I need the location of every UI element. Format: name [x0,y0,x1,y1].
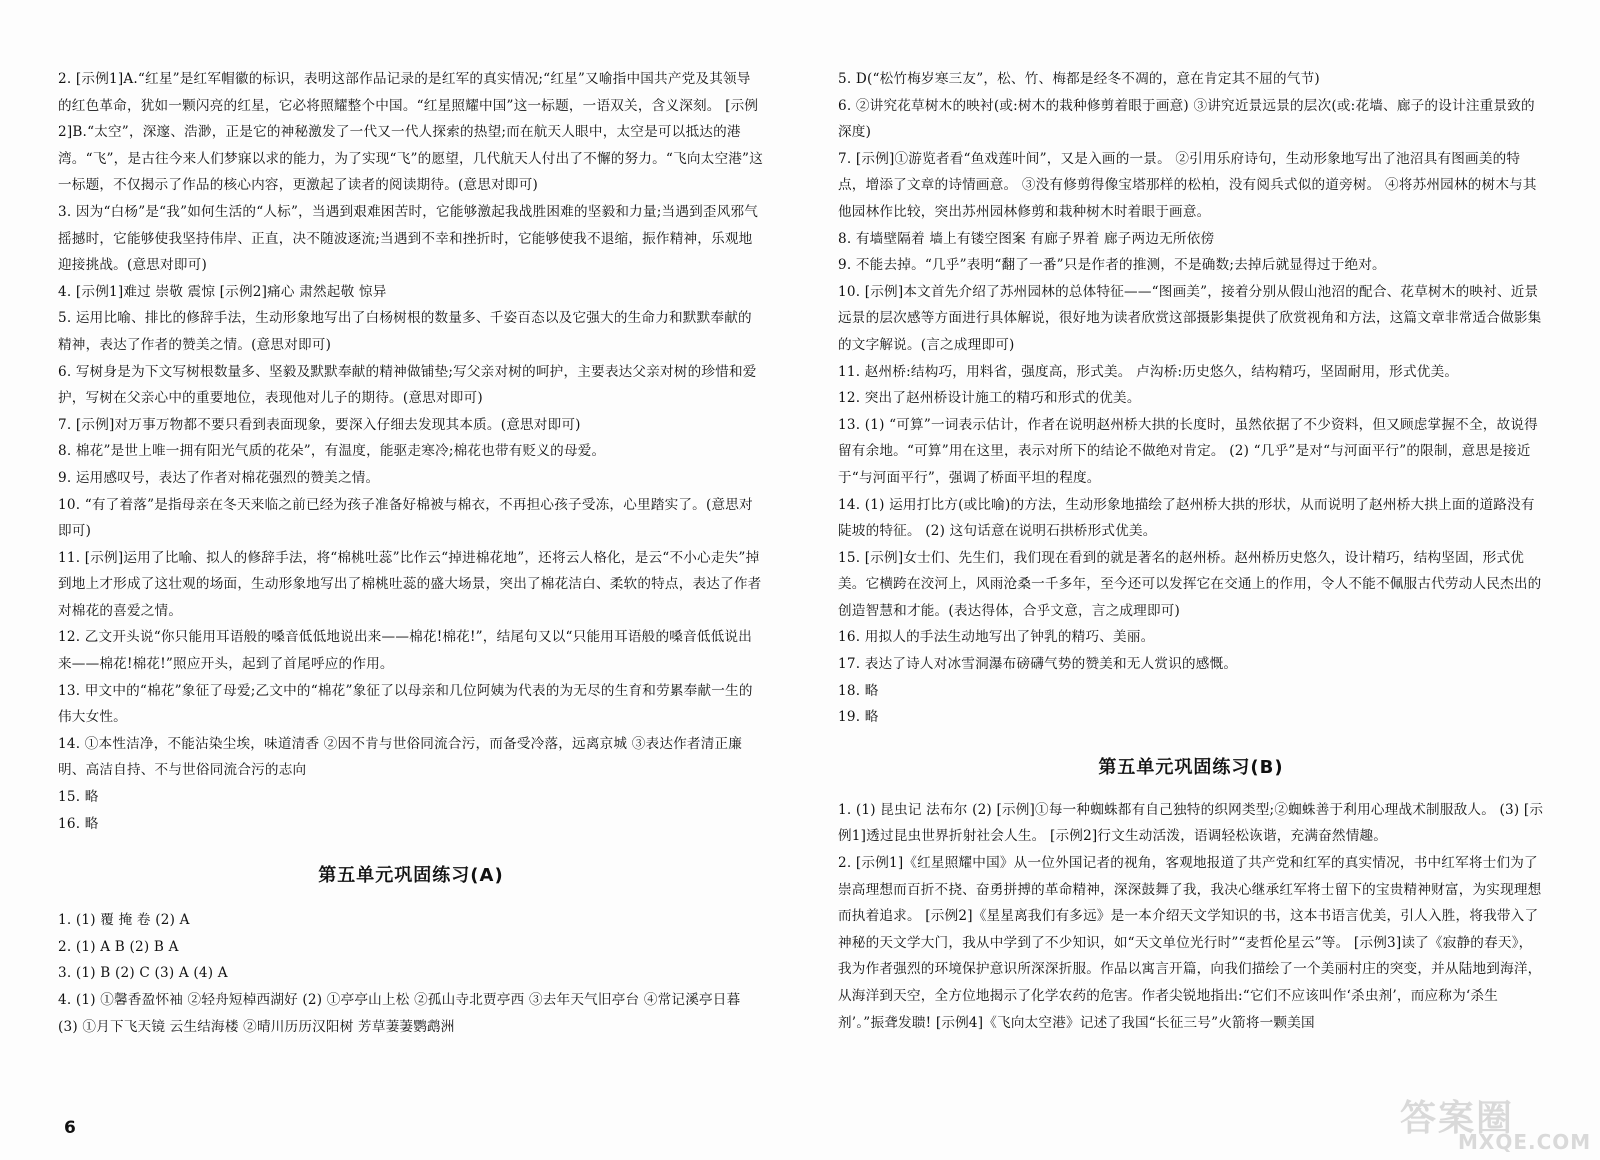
section-heading-a: 第五单元巩固练习(A) [318,865,504,887]
right-item-17: 17. 表达了诗人对冰雪洞瀑布磅礴气势的赞美和无人赏识的感慨。 [838,656,1238,673]
section-a-item-2: 2. (1) A B (2) B A [58,938,179,955]
left-item-11: 11. [示例]运用了比喻、拟人的修辞手法，将“棉桃吐蕊”比作云“掉进棉花地”，还将云人格化，是云“不小心走失”掉到地上才形成了这壮观的场面，生动形象地写出了棉桃吐蕊的盛大场景，突出了棉花洁白、柔软的特点，表达了作者对棉花的喜爱之情。 [58,549,762,619]
right-item-15: 15. [示例]女士们、先生们，我们现在看到的就是著名的赵州桥。赵州桥历史悠久，设计精巧，结构坚固，形式优美。它横跨在洨河上，风雨沧桑一千多年，至今还可以发挥它在交通上的作用，令人不能不佩服古代劳动人民杰出的创造智慧和才能。(表达得体，合乎文意，言之成理即可) [838,549,1542,619]
left-item-7: 7. [示例]对万事万物都不要只看到表面现象，要深入仔细去发现其本质。(意思对即可) [58,416,581,433]
left-item-6: 6. 写树身是为下文写树根数量多、坚毅及默默奉献的精神做铺垫;写父亲对树的呵护，主要表达父亲对树的珍惜和爱护，写树在父亲心中的重要地位，表现他对儿子的期待。(意思对即可) [58,363,757,407]
right-item-19: 19. 略 [838,709,879,726]
right-item-6: 6. ②讲究花草树木的映衬(或:树木的栽种修剪着眼于画意) ③讲究近景远景的层次(或:花墙、廊子的设计注重景致的深度) [838,97,1535,141]
left-item-10: 10. “有了着落”是指母亲在冬天来临之前已经为孩子准备好棉被与棉衣，不再担心孩子受冻，心里踏实了。(意思对即可) [58,496,753,540]
left-item-3: 3. 因为“白杨”是“我”如何生活的“人标”，当遇到艰难困苦时，它能够激起我战胜困难的坚毅和力量;当遇到歪风邪气摇撼时，它能够使我坚持伟岸、正直，决不随波逐流;当遇到不幸和挫折时，它能够使我不退缩，振作精神，乐观地迎接挑战。(意思对即可) [58,203,759,274]
left-item-4: 4. [示例1]难过 崇敬 震惊 [示例2]痛心 肃然起敬 惊异 [58,283,387,300]
left-item-9: 9. 运用感叹号，表达了作者对棉花强烈的赞美之情。 [58,469,380,486]
watermark-en-text: MXQE.COM [1458,1130,1592,1154]
right-column [838,66,1544,1036]
page-number: 6 [64,1118,76,1138]
right-item-11: 11. 赵州桥:结构巧，用料省，强度高，形式美。 卢沟桥:历史悠久，结构精巧，坚固耐用，形式优美。 [838,363,1459,380]
right-item-16: 16. 用拟人的手法生动地写出了钟乳的精巧、美丽。 [838,629,1155,646]
right-item-8: 8. 有墙壁隔着 墙上有镂空图案 有廊子界着 廊子两边无所依傍 [838,230,1215,247]
left-item-15: 15. 略 [58,789,99,806]
left-item-2: 2. [示例1]A.“红星”是红军帽徽的标识，表明这部作品记录的是红军的真实情况;“红星”又喻指中国共产党及其领导的红色革命，犹如一颗闪亮的红星，它必将照耀整个中国。“红星照耀中国”这一标题，一语双关，含义深刻。 [示例2]B.“太空”，深邃、浩渺，正是它的神秘激发了一代又一代人探索的热望;而在航天人眼中，太空是可以抵达的港湾。“飞”，是古往今来人们梦寐以求的能力，为了实现“飞”的愿望，几代航天人付出了不懈的努力。“飞向太空港”这一标题，不仅揭示了作品的核心内容，更激起了读者的阅读期待。(意思对即可) [58,71,763,194]
right-item-18: 18. 略 [838,682,879,699]
site-watermark [1400,1090,1590,1156]
section-b-item-2: 2. [示例1]《红星照耀中国》从一位外国记者的视角，客观地报道了共产党和红军的真实情况，书中红军将士们为了崇高理想而百折不挠、奋勇拼搏的革命精神，深深鼓舞了我，我决心继承红军将士留下的宝贵精神财富，为实现理想而执着追求。 [示例2]《星星离我们有多远》是一本介绍天文学知识的书，这本书语言优美，引人入胜，将我带入了神秘的天文学大门，我从中学到了不少知识，如“天文单位光行时”“麦哲伦星云”等。 [示例3]读了《寂静的春天》，我为作者强烈的环境保护意识所深深折服。作品以寓言开篇，向我们描绘了一个美丽村庄的突变，并从陆地到海洋，从海洋到天空，全方位地揭示了化学农药的危害。作者尖锐地指出:“它们不应该叫作‘杀虫剂’，而应称为‘杀生剂’。”振聋发聩! [示例4]《飞向太空港》记述了我国“长征三号”火箭将一颗美国 [838,855,1542,1031]
right-item-14: 14. (1) 运用打比方(或比喻)的方法，生动形象地描绘了赵州桥大拱的形状，从而说明了赵州桥大拱上面的道路没有陡坡的特征。 (2) 这句话意在说明石拱桥形式优美。 [838,496,1535,540]
left-item-12: 12. 乙文开头说“你只能用耳语般的嗓音低低地说出来——棉花!棉花!”，结尾句又以“只能用耳语般的嗓音低低说出来——棉花!棉花!”照应开头，起到了首尾呼应的作用。 [58,629,753,673]
left-item-14: 14. ①本性洁净，不能沾染尘埃，味道清香 ②因不肯与世俗同流合污，而备受冷落，远离京城 ③表达作者清正廉明、高洁自持、不与世俗同流合污的志向 [58,735,743,779]
left-item-13: 13. 甲文中的“棉花”象征了母爱;乙文中的“棉花”象征了以母亲和几位阿姨为代表的为无尽的生育和劳累奉献一生的伟大女性。 [58,682,753,726]
right-item-7: 7. [示例]①游览者看“鱼戏莲叶间”，又是入画的一景。 ②引用乐府诗句，生动形象地写出了池沼具有图画美的特点，增添了文章的诗情画意。 ③没有修剪得像宝塔那样的松柏，没有阅兵式似的道旁树。 ④将苏州园林的树木与其他园林作比较，突出苏州园林修剪和栽种树木时着眼于画意。 [838,150,1537,220]
right-item-12: 12. 突出了赵州桥设计施工的精巧和形式的优美。 [838,390,1141,407]
left-item-16: 16. 略 [58,815,99,832]
section-a-item-4: 4. (1) ①馨香盈怀袖 ②轻舟短棹西湖好 (2) ①亭亭山上松 ②孤山寺北贾亭西 ③去年天气旧亭台 ④常记溪亭日暮 (3) ①月下飞天镜 云生结海楼 ②晴川历历汉阳树 芳草萋萋鹦鹉洲 [58,992,741,1035]
left-column [58,66,764,1040]
section-a-item-1: 1. (1) 覆 掩 卷 (2) A [58,912,190,929]
section-a-item-3: 3. (1) B (2) C (3) A (4) A [58,965,228,982]
right-item-9: 9. 不能去掉。“几乎”表明“翻了一番”只是作者的推测，不是确数;去掉后就显得过于绝对。 [838,257,1386,274]
section-b-item-1: 1. (1) 昆虫记 法布尔 (2) [示例]①每一种蜘蛛都有自己独特的织网类型;②蜘蛛善于利用心理战术制服敌人。 (3) [示例1]透过昆虫世界折射社会人生。 [示例2]行文生动活泼，语调轻松诙谐，充满奋然情趣。 [838,801,1544,845]
right-item-10: 10. [示例]本文首先介绍了苏州园林的总体特征——“图画美”，接着分别从假山池沼的配合、花草树木的映衬、近景远景的层次感等方面进行具体解说，很好地为读者欣赏这部摄影集提供了欣赏视角和方法，这篇文章非常适合做影集的文字解说。(言之成理即可) [838,283,1542,353]
watermark-cn-text: 答案圈 [1400,1098,1515,1139]
section-heading-b: 第五单元巩固练习(B) [1098,756,1284,778]
left-item-5: 5. 运用比喻、排比的修辞手法，生动形象地写出了白杨树根的数量多、千姿百态以及它强大的生命力和默默奉献的精神，表达了作者的赞美之情。(意思对即可) [58,310,752,353]
right-item-5: 5. D(“松竹梅岁寒三友”，松、竹、梅都是经冬不凋的，意在肯定其不屈的气节) [838,71,1320,87]
left-item-8: 8. 棉花”是世上唯一拥有阳光气质的花朵”，有温度，能驱走寒冷;棉花也带有贬义的母爱。 [58,443,606,460]
right-item-13: 13. (1) “可算”一词表示估计，作者在说明赵州桥大拱的长度时，虽然依据了不少资料，但又顾虑掌握不全，故说得留有余地。“可算”用在这里，表示对所下的结论不做绝对肯定。 (2) “几乎”是对“与河面平行”的限制，意思是接近于“与河面平行”，强调了桥面平坦的程度。 [838,416,1538,486]
